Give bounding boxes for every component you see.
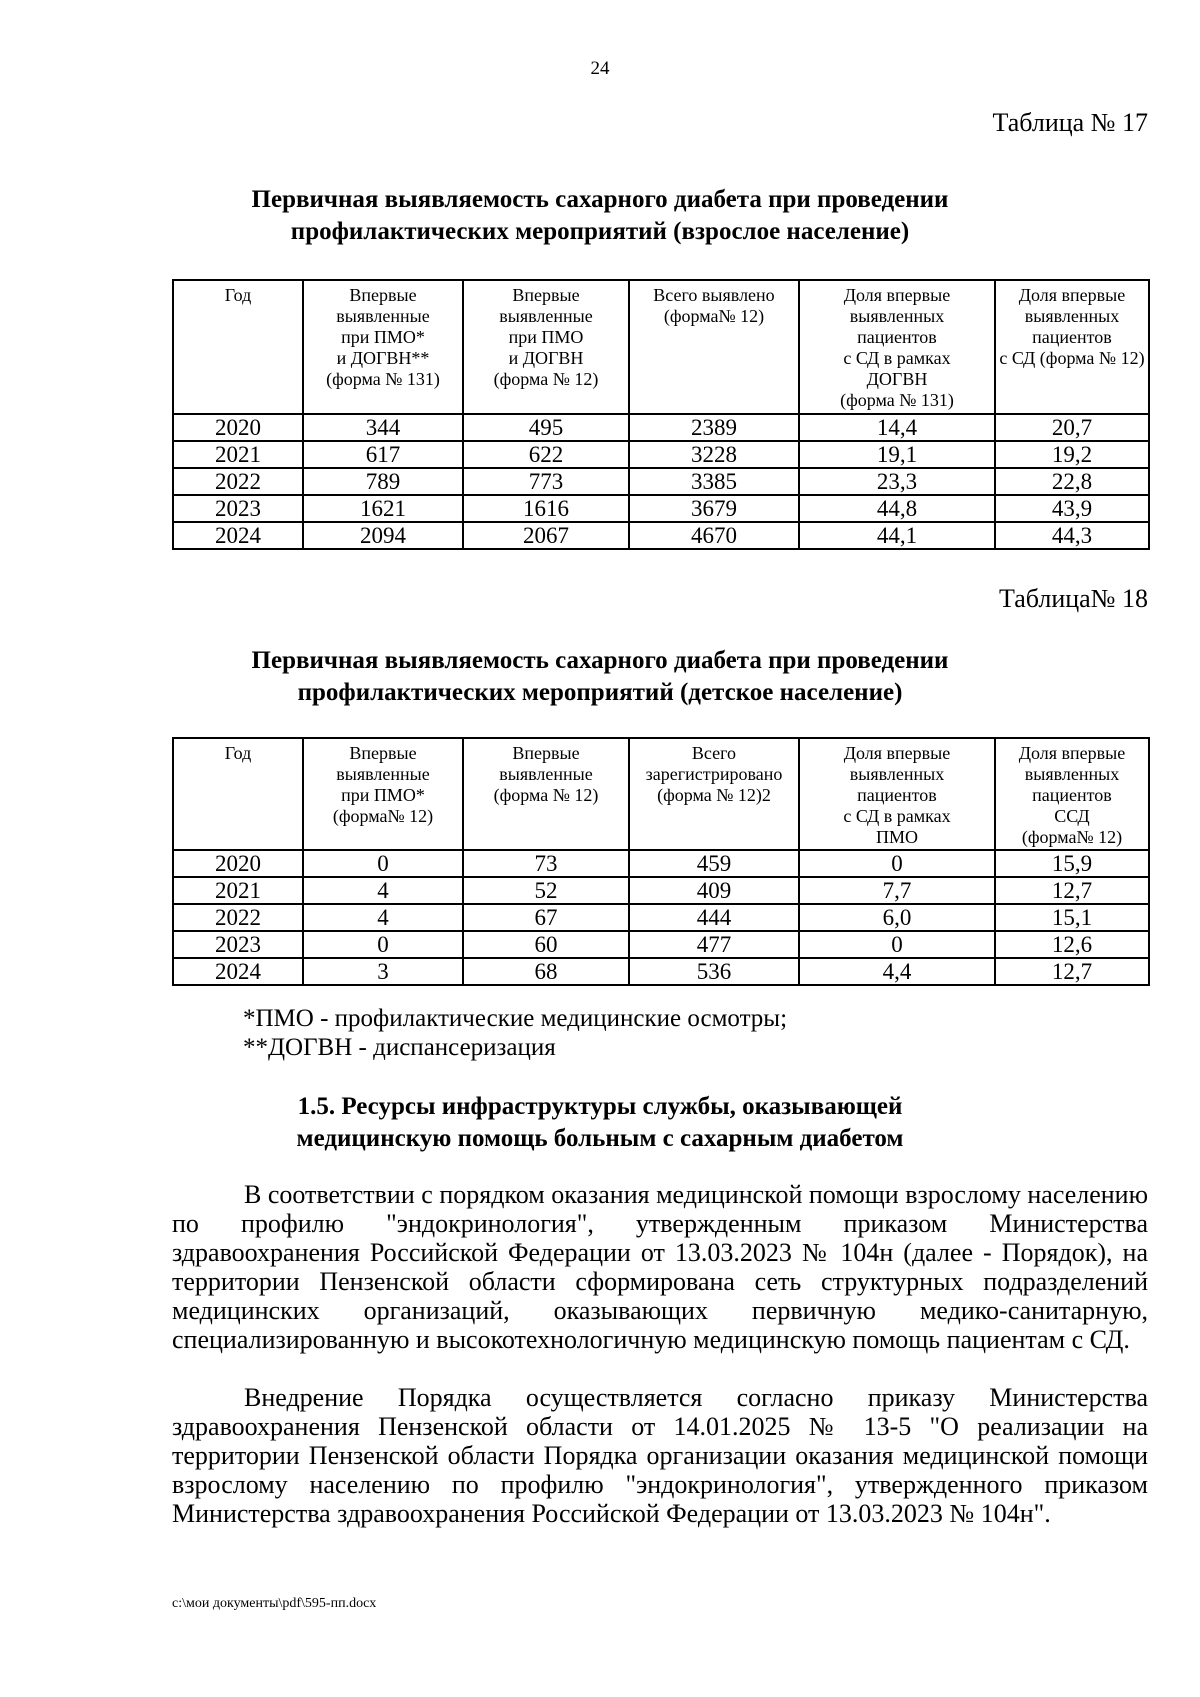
footnotes (243, 1004, 787, 1062)
table18-cell: 536 (629, 958, 799, 985)
paragraph-2: Внедрение Порядка осуществляется согласно приказу Министерства здравоохранения Пензенской области от 14.01.2025 № 13-5 "О реализации на территории Пензенской области Порядка организации оказания медицинской помощи взрослому населению по профилю "эндокринология", утвержденного приказом Министерства здравоохранения Российской Федерации от 13.03.2023 № 104н". (172, 1383, 1148, 1528)
table17-cell: 622 (463, 441, 629, 468)
table18-cell: 68 (463, 958, 629, 985)
table18-cell: 12,6 (995, 931, 1149, 958)
table17-header-year: Год (173, 280, 303, 414)
table17-cell: 495 (463, 414, 629, 441)
table17-cell: 1621 (303, 495, 463, 522)
table18-cell: 3 (303, 958, 463, 985)
table17-cell: 2022 (173, 468, 303, 495)
table-row (173, 495, 1149, 522)
table18-cell: 0 (799, 850, 995, 877)
table17-cell: 2020 (173, 414, 303, 441)
table17-cell: 3679 (629, 495, 799, 522)
table18-cell: 477 (629, 931, 799, 958)
table17-cell: 44,3 (995, 522, 1149, 549)
table-row (173, 958, 1149, 985)
table18-cell: 444 (629, 904, 799, 931)
table18-title (150, 645, 1050, 709)
table17-title-line2: профилактических мероприятий (взрослое население) (290, 218, 910, 245)
table17-cell: 2021 (173, 441, 303, 468)
table17-title-line1: Первичная выявляемость сахарного диабета при проведении (251, 186, 949, 213)
table18-cell: 12,7 (995, 958, 1149, 985)
table17-cell: 617 (303, 441, 463, 468)
table18-label: Таблица№ 18 (998, 584, 1148, 613)
table17-cell: 4670 (629, 522, 799, 549)
section-title-line1: 1.5. Ресурсы инфраструктуры службы, оказывающей (297, 1093, 903, 1120)
footnote-dogvn: **ДОГВН - диспансеризация (243, 1034, 556, 1061)
table18-cell: 12,7 (995, 877, 1149, 904)
table18-cell: 459 (629, 850, 799, 877)
table18-cell: 2023 (173, 931, 303, 958)
table18-cell: 0 (799, 931, 995, 958)
table17-cell: 3228 (629, 441, 799, 468)
table18-header-year: Год (173, 738, 303, 850)
page-number: 24 (590, 58, 610, 79)
table17-cell: 44,8 (799, 495, 995, 522)
table17-header-share-12: Доля впервые выявленных пациентов с СД (форма № 12) (995, 280, 1149, 414)
table18-cell: 2020 (173, 850, 303, 877)
table17-cell: 23,3 (799, 468, 995, 495)
table-row (173, 522, 1149, 549)
table-row (173, 850, 1149, 877)
table17-header-pmo-dogvn-12: Впервые выявленные при ПМО и ДОГВН (форма № 12) (463, 280, 629, 414)
table18-cell: 409 (629, 877, 799, 904)
table-row (173, 877, 1149, 904)
table17-cell: 14,4 (799, 414, 995, 441)
table18-cell: 2022 (173, 904, 303, 931)
table18-header-pmo: Впервые выявленные при ПМО* (форма№ 12) (303, 738, 463, 850)
table17-cell: 789 (303, 468, 463, 495)
table17-cell: 773 (463, 468, 629, 495)
section-title (150, 1091, 1050, 1155)
table-row (173, 441, 1149, 468)
table18-cell: 67 (463, 904, 629, 931)
table17 (172, 279, 1150, 550)
table18-cell: 4 (303, 877, 463, 904)
table18-header-share-pmo: Доля впервые выявленных пациентов с СД в рамках ПМО (799, 738, 995, 850)
table18-cell: 73 (463, 850, 629, 877)
table18-cell: 60 (463, 931, 629, 958)
table18-cell: 4,4 (799, 958, 995, 985)
table17-cell: 44,1 (799, 522, 995, 549)
table18-cell: 15,1 (995, 904, 1149, 931)
table17-cell: 19,2 (995, 441, 1149, 468)
table17-cell: 2094 (303, 522, 463, 549)
table17-cell: 344 (303, 414, 463, 441)
table17-cell: 20,7 (995, 414, 1149, 441)
table18-header-registered: Всего зарегистрировано (форма № 12)2 (629, 738, 799, 850)
table17-cell: 2067 (463, 522, 629, 549)
table18-header-row (173, 738, 1149, 850)
paragraph-1: В соответствии с порядком оказания медицинской помощи взрослому населению по профилю "эндокринология", утвержденным приказом Министерства здравоохранения Российской Федерации от 13.03.2023 № 104н (далее - Порядок), на территории Пензенской области сформирована сеть структурных подразделений медицинских организаций, оказывающих первичную медико-санитарную, специализированную и высокотехнологичную медицинскую помощь пациентам с СД. (172, 1180, 1148, 1354)
section-title-line2: медицинскую помощь больным с сахарным диабетом (296, 1125, 904, 1152)
table18 (172, 737, 1150, 986)
table17-header-pmo-dogvn-131: Впервые выявленные при ПМО* и ДОГВН** (форма № 131) (303, 280, 463, 414)
table17-cell: 22,8 (995, 468, 1149, 495)
table18-cell: 2021 (173, 877, 303, 904)
table17-header-total: Всего выявлено (форма№ 12) (629, 280, 799, 414)
table18-cell: 52 (463, 877, 629, 904)
table18-header-detected: Впервые выявленные (форма № 12) (463, 738, 629, 850)
table18-header-share-12: Доля впервые выявленных пациентов ССД (форма№ 12) (995, 738, 1149, 850)
table17-cell: 2389 (629, 414, 799, 441)
table-row (173, 904, 1149, 931)
table18-cell: 6,0 (799, 904, 995, 931)
table18-title-line1: Первичная выявляемость сахарного диабета при проведении (251, 647, 949, 674)
table-row (173, 468, 1149, 495)
table-row (173, 931, 1149, 958)
table17-cell: 3385 (629, 468, 799, 495)
table18-cell: 0 (303, 850, 463, 877)
table18-cell: 15,9 (995, 850, 1149, 877)
table-row (173, 414, 1149, 441)
table18-cell: 7,7 (799, 877, 995, 904)
table17-cell: 43,9 (995, 495, 1149, 522)
table17-label: Таблица № 17 (992, 108, 1148, 137)
table17-cell: 2024 (173, 522, 303, 549)
table17-header-share-131: Доля впервые выявленных пациентов с СД в рамках ДОГВН (форма № 131) (799, 280, 995, 414)
table17-header-row (173, 280, 1149, 414)
table18-cell: 4 (303, 904, 463, 931)
table18-cell: 2024 (173, 958, 303, 985)
table18-cell: 0 (303, 931, 463, 958)
table17-cell: 19,1 (799, 441, 995, 468)
table17-cell: 2023 (173, 495, 303, 522)
table18-title-line2: профилактических мероприятий (детское население) (297, 679, 903, 706)
table17-title (150, 184, 1050, 248)
footnote-pmo: *ПМО - профилактические медицинские осмотры; (243, 1005, 788, 1032)
table17-cell: 1616 (463, 495, 629, 522)
footer-file-path: c:\мои документы\pdf\595-пп.docx (172, 1596, 377, 1611)
